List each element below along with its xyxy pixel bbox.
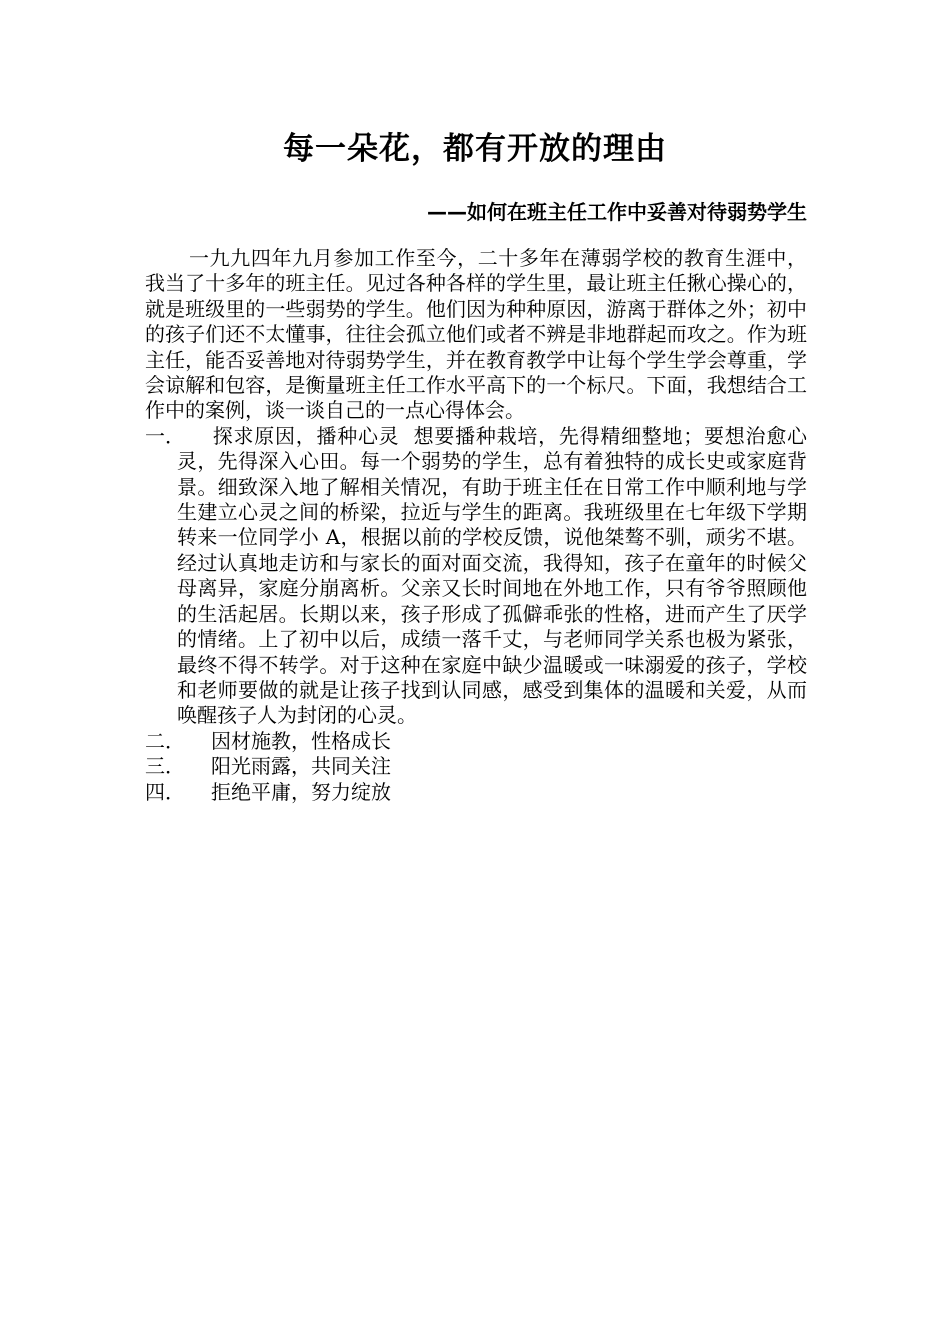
section-3 bbox=[145, 754, 807, 779]
section-1-gap bbox=[399, 424, 413, 448]
document-body bbox=[145, 246, 807, 805]
section-3-heading: 阳光雨露，共同关注 bbox=[211, 754, 391, 779]
document-subtitle: ——如何在班主任工作中妥善对待弱势学生 bbox=[427, 200, 807, 224]
section-4-number: 四． bbox=[145, 779, 185, 804]
section-2 bbox=[145, 729, 807, 754]
section-2-number: 二． bbox=[145, 728, 185, 753]
intro-paragraph: 一九九四年九月参加工作至今，二十多年在薄弱学校的教育生涯中，我当了十多年的班主任。见过各种各样的学生里，最让班主任揪心操心的，就是班级里的一些弱势的学生。他们因为种种原因，游离于群体之外；初中的孩子们还不太懂事，往往会孤立他们或者不辨是非地群起而攻之。作为班主任，能否妥善地对待弱势学生，并在教育教学中让每个学生学会尊重，学会谅解和包容，是衡量班主任工作水平高下的一个标尺。下面，我想结合工作中的案例，谈一谈自己的一点心得体会。 bbox=[145, 246, 807, 423]
section-1 bbox=[145, 424, 807, 729]
section-2-heading: 因材施教，性格成长 bbox=[211, 728, 391, 753]
section-3-number: 三． bbox=[145, 754, 185, 779]
section-1-text: 想要播种栽培，先得精细整地；要想治愈心灵，先得深入心田。每一个弱势的学生，总有着独特的成长史或家庭背景。细致深入地了解相关情况，有助于班主任在日常工作中顺利地与学生建立心灵之间的桥梁，拉近与学生的距离。我班级里在七年级下学期转来一位同学小 A，根据以前的学校反馈，说他桀骜不驯，顽劣不堪。经过认真地走访和与家长的面对面交流，我得知，孩子在童年的时候父母离异，家庭分崩离析。父亲又长时间地在外地工作，只有爷爷照顾他的生活起居。长期以来，孩子形成了孤僻乖张的性格，进而产生了厌学的情绪。上了初中以后，成绩一落千丈，与老师同学关系也极为紧张，最终不得不转学。对于这种在家庭中缺少温暖或一味溺爱的孩子，学校和老师要做的就是让孩子找到认同感，感受到集体的温暖和关爱，从而唤醒孩子人为封闭的心灵。 bbox=[177, 423, 808, 728]
section-1-heading: 探求原因，播种心灵 bbox=[212, 423, 400, 448]
section-1-number: 一． bbox=[145, 423, 185, 448]
section-4 bbox=[145, 780, 807, 805]
section-4-heading: 拒绝平庸，努力绽放 bbox=[211, 779, 391, 804]
document-title: 每一朵花，都有开放的理由 bbox=[283, 131, 667, 167]
